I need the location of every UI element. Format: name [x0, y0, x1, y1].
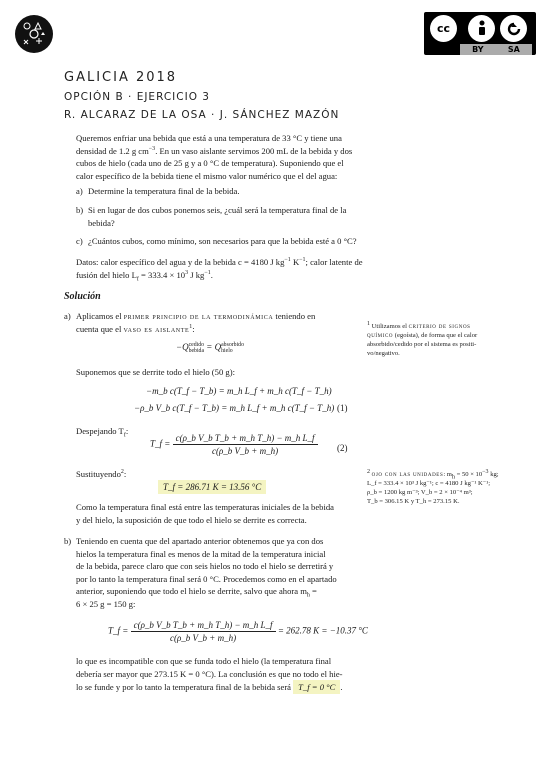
footnote-2: $^2$ ojo con las unidades: $m_h = 50 \times 10^{-3}$ kg; L_f = 333.4 × 10³ J kg⁻¹; c = 4180 J kg⁻¹ K⁻¹; ρ_b = 1200 kg m⁻³; V_b = 2 × 10⁻⁴ m³; T_b = 306.15 K y T_h = 273.15 K.: [367, 468, 499, 505]
authors: R. ALCARAZ DE LA OSA · J. SÁNCHEZ MAZÓN: [64, 109, 340, 121]
result-b: T_f = 0 °C: [293, 680, 340, 694]
solution-a-label: a): [64, 311, 71, 321]
equation-1b: −ρ_b V_b c(T_f − T_b) = m_h L_f + m_h c(T_f − T_h): [134, 403, 335, 413]
page-title: GALICIA 2018: [64, 70, 178, 85]
equation-3: T_f = $\frac{\text{c(ρ\_b V\_b T\_b + m\_h T\_h) − m\_h L\_f}}{\text{c(ρ\_b V\_b + m\_h)}}$ = 262.78 K = −10.37 °C: [108, 620, 368, 643]
equation-heat-balance: −Q cedido bebida = Q absorbido hielo: [176, 342, 244, 354]
footnote-1: $^1$ Utilizamos el criterio de signos químico (egoísta), de forma que el calor absorbido/cedido por el sistema es positi- vo/negativo.: [367, 320, 478, 357]
page-subtitle: OPCIÓN B · EJERCICIO 3: [64, 91, 210, 103]
cc-icon: cc: [430, 15, 457, 42]
assumption-text: Suponemos que se derrite todo el hielo (50 g):: [76, 367, 235, 377]
license-labels: [460, 44, 532, 55]
solution-a-intro: Aplicamos el primer principio de la termodinámica teniendo en cuenta que el vaso es aislante$^1$:: [76, 311, 316, 334]
solution-heading: Solución: [64, 291, 101, 302]
equation-2-number: (2): [337, 443, 348, 453]
solution-b-label: b): [64, 536, 72, 546]
problem-item-a: a) Determine la temperatura final de la bebida.: [76, 186, 240, 196]
attribution-icon: [468, 15, 495, 42]
equation-1a: −m_b c(T_f − T_b) = m_h L_f + m_h c(T_f − T_h): [146, 386, 332, 396]
license-sa-label: SA: [507, 45, 520, 54]
license-by-label: BY: [472, 45, 484, 54]
result-a: T_f = 286.71 K = 13.56 °C: [158, 482, 266, 492]
college-logo-icon: [14, 14, 54, 54]
solve-for-text: Despejando $T_f$:: [76, 426, 129, 439]
equation-2: T_f = $\frac{\text{c(ρ\_b V\_b T\_b + m\_h T\_h) − m\_h L\_f}}{\text{c(ρ\_b V\_b + m\_h)}}$: [150, 433, 318, 456]
conclusion-b: lo que es incompatible con que se funda todo el hielo (la temperatura final debería ser mayor que 273.15 K = 0 °C). La conclusión es que no todo el hie- lo se funde y por lo tanto la temperatura final de la bebida será T_f = 0 °C .: [76, 656, 343, 692]
problem-statement: Queremos enfriar una bebida que está a una temperatura de 33 °C y tiene una densidad de 1.2 g $cm^{-3}$. En un vaso aislante servimos 200 mL de la bebida y dos cubos de hielo (cada uno de 25 g y a 0 °C de temperatura). Suponiendo que el calor específico de la bebida tiene el mismo valor numérico que el del agua:: [76, 133, 353, 181]
share-alike-icon: [500, 15, 527, 42]
problem-datos: Datos: calor específico del agua y de la bebida c = 4180 J $kg^{-1}$ $K^{-1}$; calor latente de fusión del hielo $L_f = 333.4 \times 10^3$ J $kg^{-1}$.: [76, 257, 363, 283]
problem-item-b: b) Si en lugar de dos cubos ponemos seis, ¿cuál será la temperatura final de la bebida?: [76, 205, 347, 228]
equation-1-number: (1): [337, 403, 348, 413]
conclusion-a: Como la temperatura final está entre las temperaturas iniciales de la bebida y del hielo, la suposición de que todo el hielo se derrite es correcta.: [76, 502, 334, 525]
cc-by-sa-badge: [424, 12, 536, 55]
substituting-text: Sustituyendo$^2$:: [76, 469, 127, 479]
solution-b-text: Teniendo en cuenta que del apartado anterior obtenemos que ya con dos hielos la temperatura final es menos de la mitad de la temperatura inicial de la bebida, parece claro que con seis hielos no todo el hielo se derretirá y por lo tanto la temperatura final será 0 °C. Procedemos como en el apartado anterior, suponiendo que todo el hielo se derrite, salvo que ahora $m_h$ = 6 × 25 g = 150 g:: [76, 536, 337, 609]
problem-item-c: c) ¿Cuántos cubos, como mínimo, son necesarios para que la bebida esté a 0 °C?: [76, 236, 357, 246]
